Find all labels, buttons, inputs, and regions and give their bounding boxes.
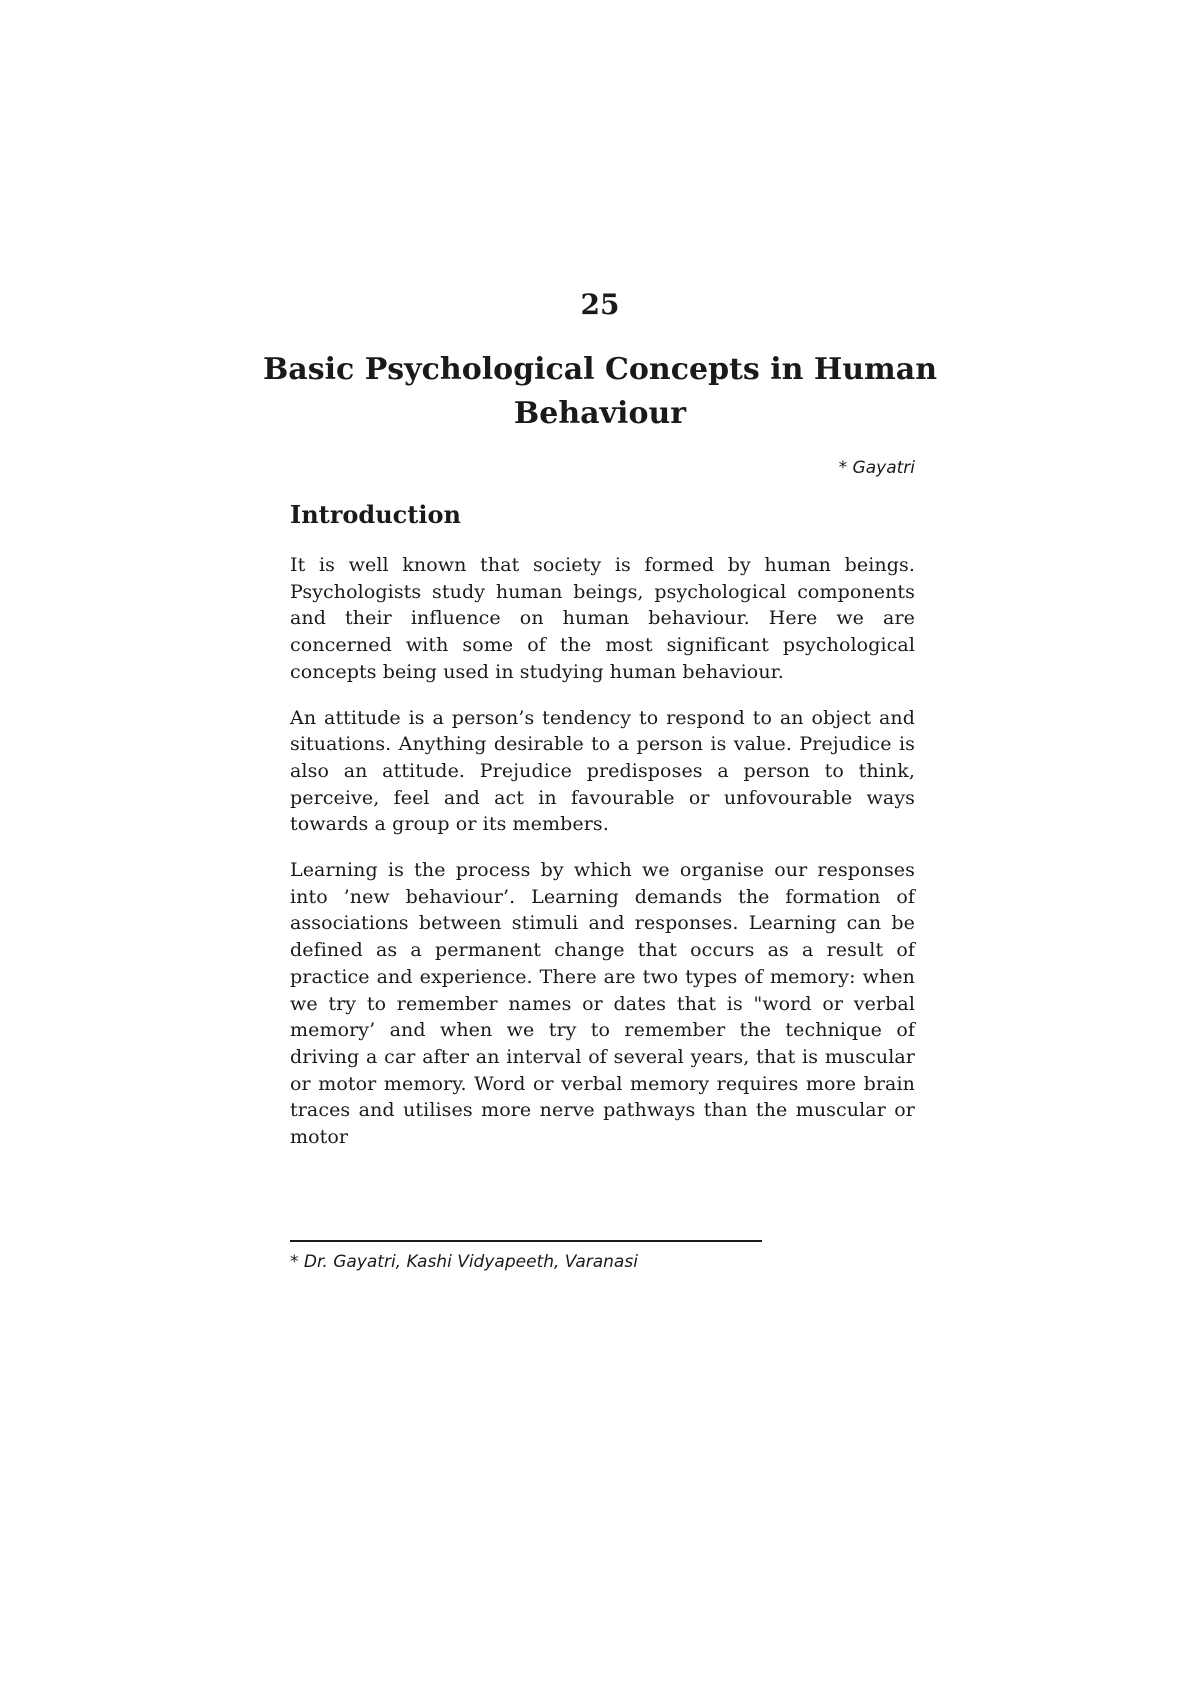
body-text (290, 552, 915, 1170)
chapter-number: 25 (580, 288, 620, 321)
footnote: * Dr. Gayatri, Kashi Vidyapeeth, Varanasi (290, 1252, 638, 1272)
section-heading: Introduction (290, 500, 461, 529)
paragraph: Learning is the process by which we organise our responses into ’new behaviour’. Learning demands the formation of associations between stimuli and responses. Learning can be defined as a permanent change that occurs as a result of practice and experience. There are two types of memory: when we try to remember names or dates that is "word or verbal memory’ and when we try to remember the technique of driving a car after an interval of several years, that is muscular or motor memory. Word or verbal memory requires more brain traces and utilises more nerve pathways than the muscular or motor (290, 859, 915, 1149)
paragraph: It is well known that society is formed by human beings. Psychologists study human beings, psychological components and their influence on human behaviour. Here we are concerned with some of the most significant psychological concepts being used in studying human behaviour. (290, 554, 915, 683)
chapter-title: Basic Psychological Concepts in Human Behaviour (262, 352, 938, 431)
footnote-divider (290, 1240, 762, 1242)
paragraph: An attitude is a person’s tendency to respond to an object and situations. Anything desirable to a person is value. Prejudice is also an attitude. Prejudice predisposes a person to think, perceive, feel and act in favourable or unfovourable ways towards a group or its members. (290, 706, 915, 836)
author-byline: * Gayatri (838, 458, 915, 478)
